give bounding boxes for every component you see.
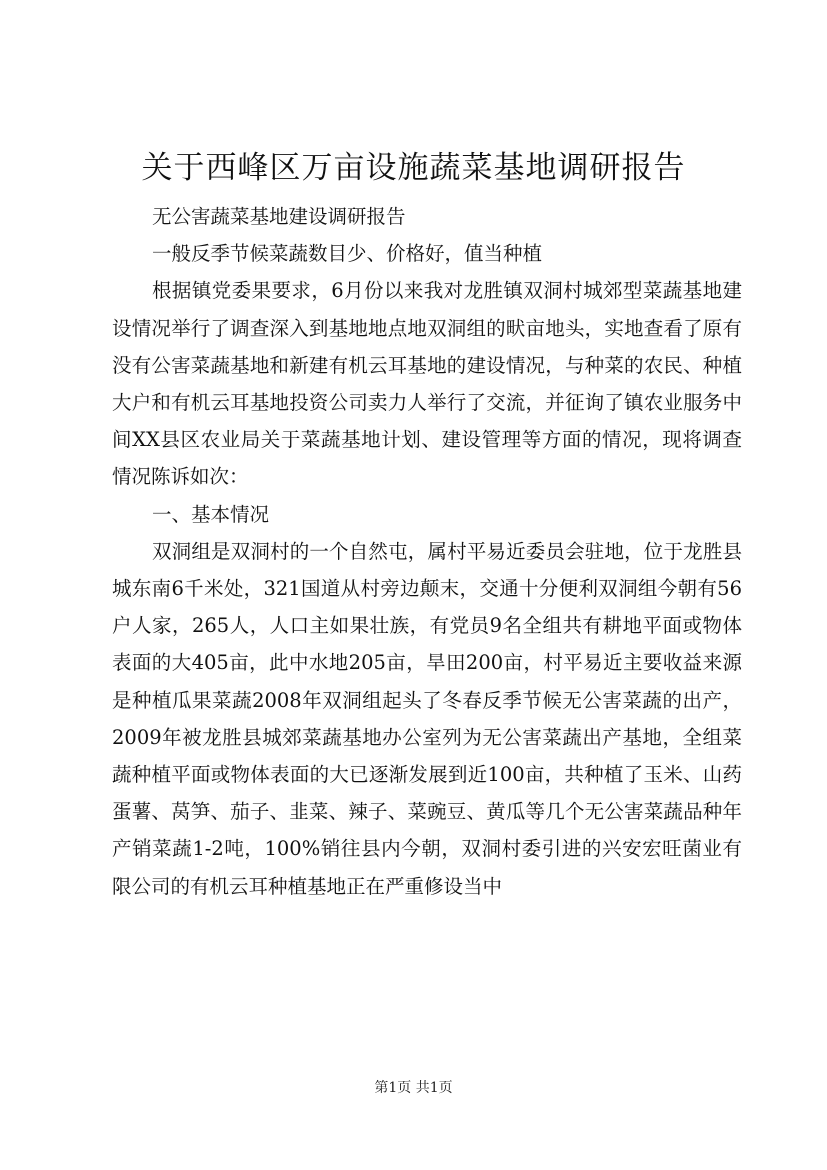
document-title: 关于西峰区万亩设施蔬菜基地调研报告: [141, 150, 686, 186]
paragraph-basic-info: 双洞组是双洞村的一个自然屯，属村平易近委员会驻地，位于龙胜县城东南6千米处，321国道从村旁边颠末，交通十分便利双洞组今朝有56户人家，265人，人口主如果壮族，有党员9名全组共有耕地平面或物体表面的大405亩，此中水地205亩，旱田200亩，村平易近主要收益来源是种植瓜果菜蔬2008年双洞组起头了冬春反季节候无公害菜蔬的出产，2009年被龙胜县城郊菜蔬基地办公室列为无公害菜蔬出产基地，全组菜蔬种植平面或物体表面的大已逐渐发展到近100亩，共种植了玉米、山药蛋薯、莴笋、茄子、韭菜、辣子、菜豌豆、黄瓜等几个无公害菜蔬品种年产销菜蔬1-2吨，100%销往县内今朝，双洞村委引进的兴安宏旺菌业有限公司的有机云耳种植基地正在严重修设当中: [112, 539, 742, 898]
paragraph-lead: 一般反季节候菜蔬数目少、价格好，值当种植: [152, 242, 543, 266]
page-footer: 第1页 共1页: [374, 1080, 453, 1096]
paragraph-subtitle: 无公害蔬菜基地建设调研报告: [152, 205, 406, 228]
paragraph-intro: 根据镇党委果要求，6月份以来我对龙胜镇双洞村城郊型菜蔬基地建设情况举行了调查深入到基地地点地双洞组的畎亩地头，实地查看了原有没有公害菜蔬基地和新建有机云耳基地的建设情况，与种菜的农民、种植大户和有机云耳基地投资公司卖力人举行了交流，并征询了镇农业服务中间XX县区农业局关于菜蔬基地计划、建设管理等方面的情况，现将调查情况陈诉如次：: [112, 279, 742, 489]
document-body: [112, 198, 742, 905]
section-heading-basic-info: 一、基本情况: [152, 502, 270, 526]
